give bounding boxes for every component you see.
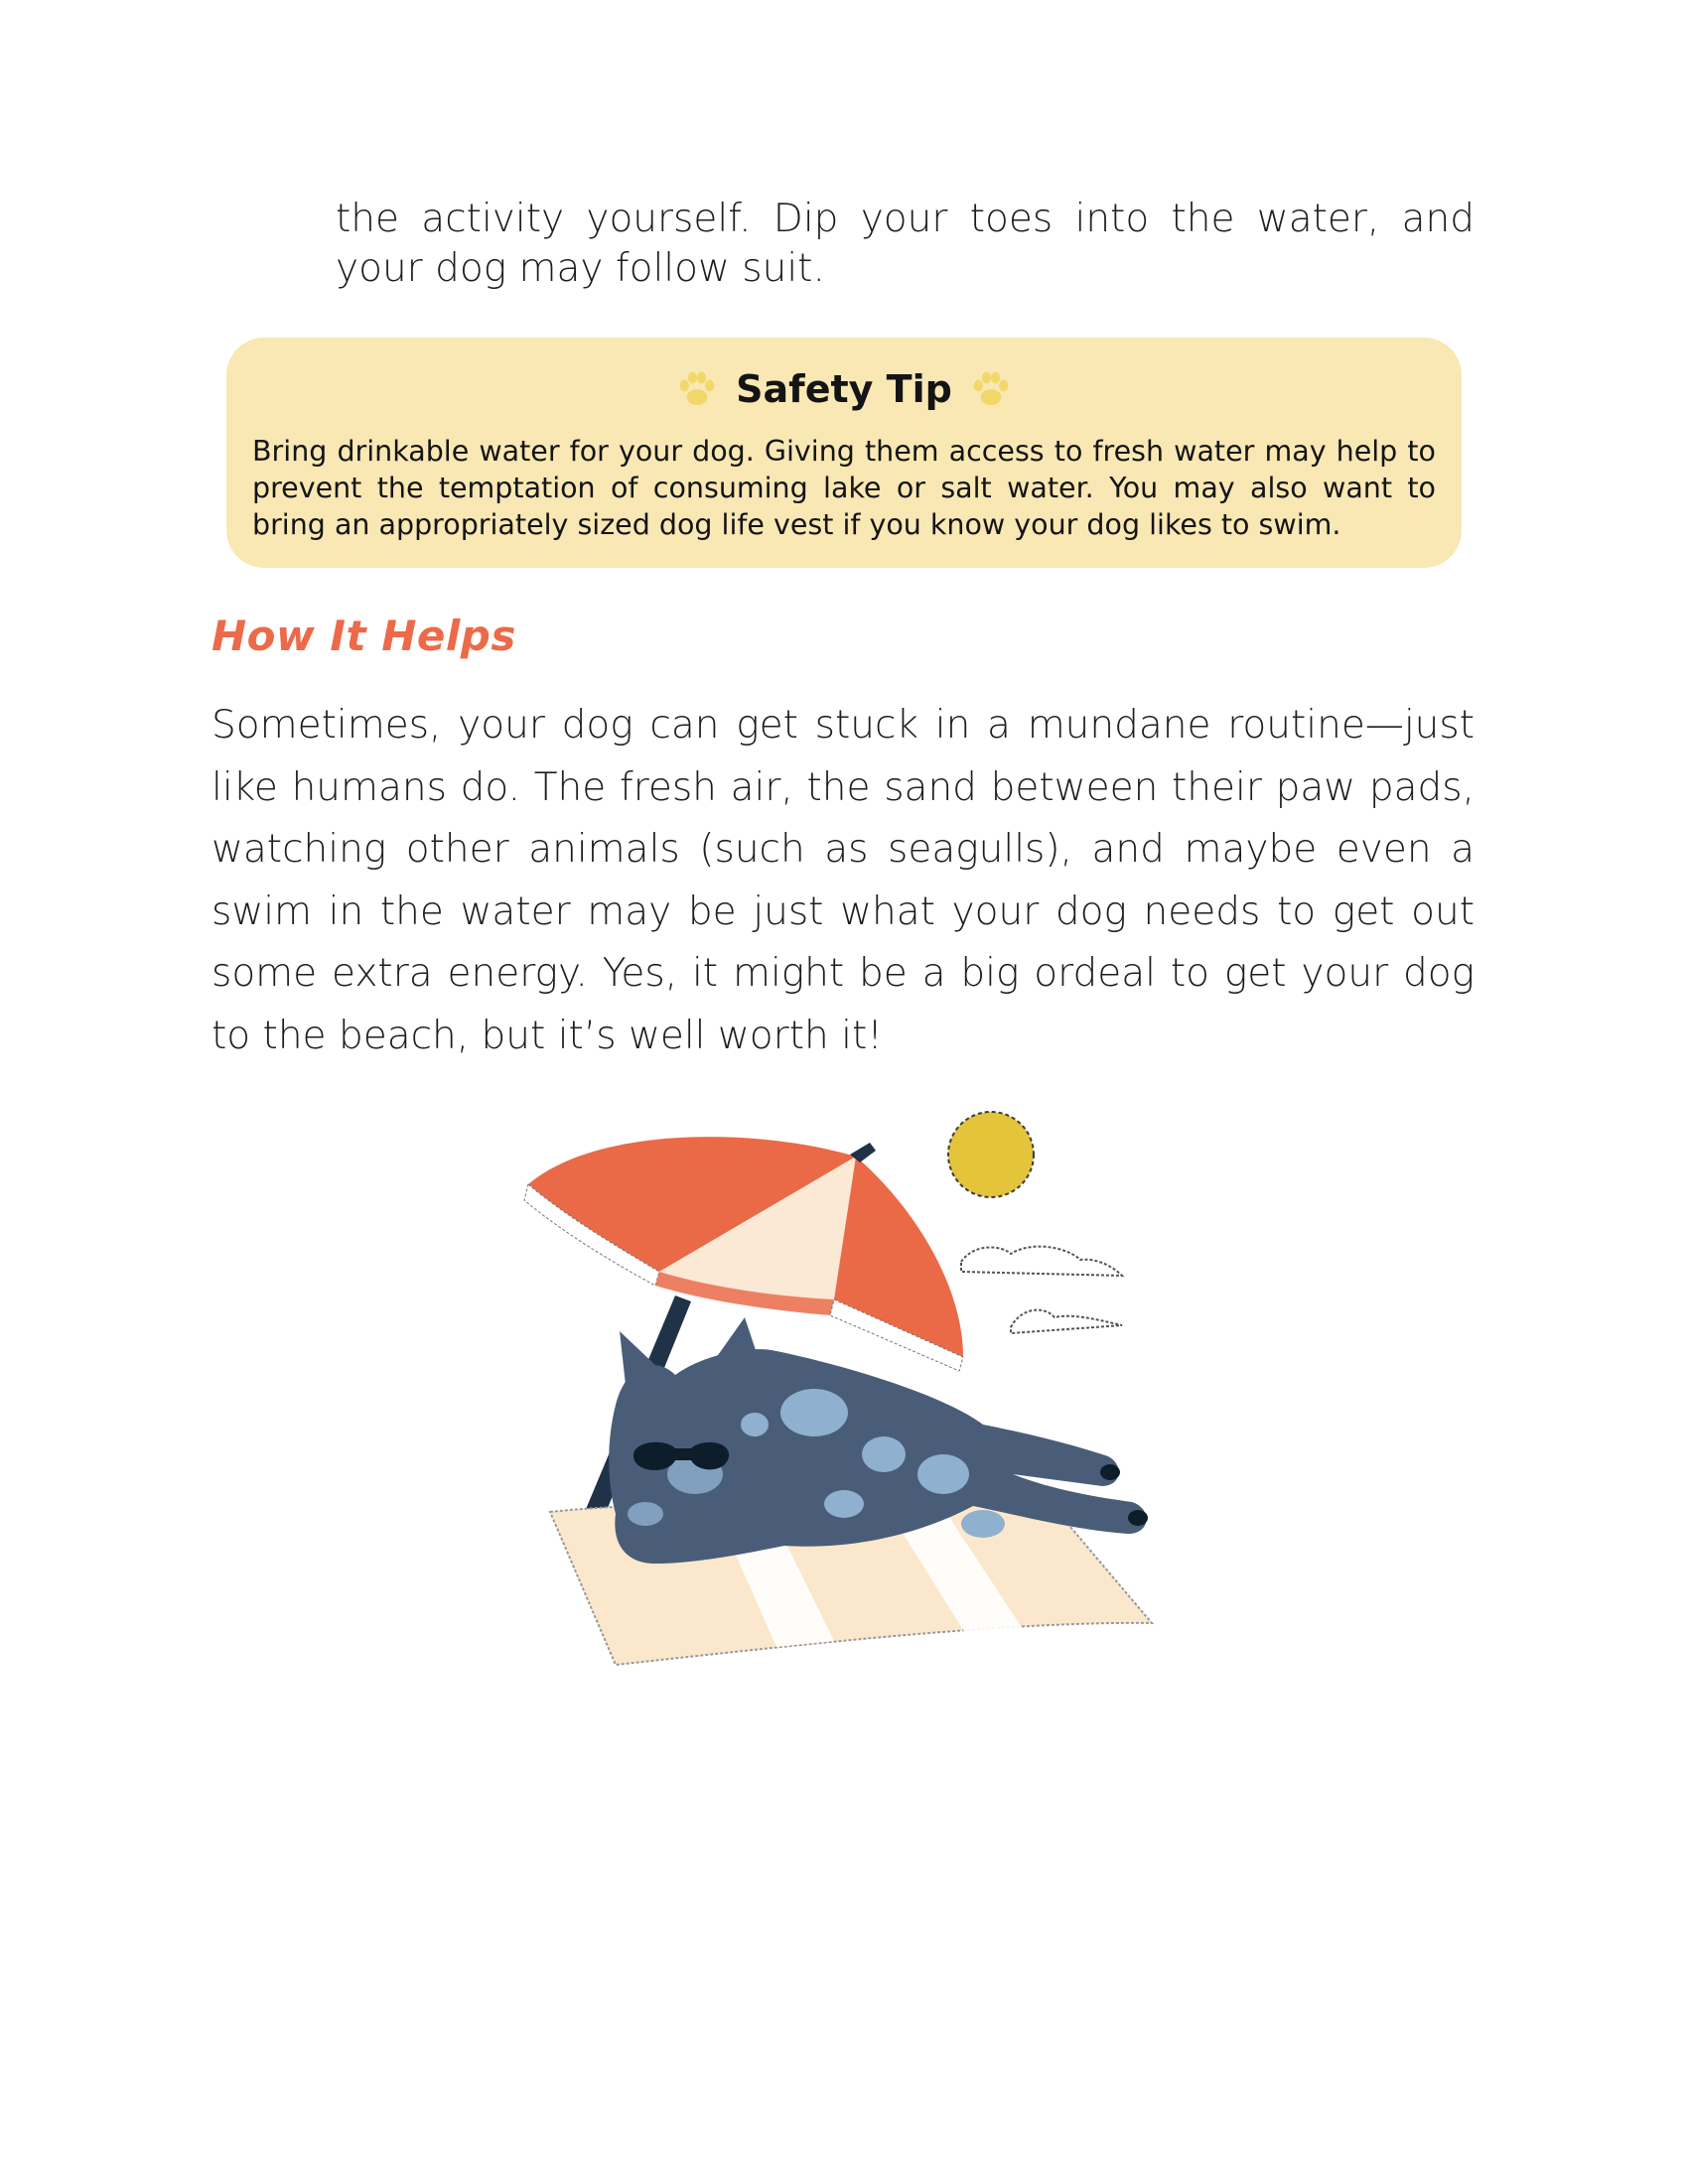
safety-tip-callout [226,338,1462,568]
paw-print-icon [968,366,1014,412]
section-heading: How It Helps [211,612,516,660]
continued-paragraph: the activity yourself. Dip your toes into the water, and your dog may follow suit. [336,197,1475,291]
dog-beach-illustration [516,1097,1172,1673]
safety-tip-title: Safety Tip [736,367,952,411]
sun-icon [948,1112,1034,1197]
paw-print-icon [674,366,720,412]
safety-tip-header [248,359,1440,419]
cloud-icon [961,1247,1122,1276]
safety-tip-text: Bring drinkable water for your dog. Giving them access to fresh water may help to prevent the temptation of consuming lake or salt water. You may also want to bring an appropriately sized dog life vest if you know your dog likes to swim. [252,435,1436,541]
section-body-paragraph: Sometimes, your dog can get stuck in a mundane routine—just like humans do. The fresh air, the sand between their paw pads, watching other animals (such as seagulls), and maybe even a swim in the water may be just what your dog needs to get out some extra energy. Yes, it might be a big ordeal to get your dog to the beach, but it’s well worth it! [211,703,1475,1058]
cloud-icon [1011,1310,1122,1333]
